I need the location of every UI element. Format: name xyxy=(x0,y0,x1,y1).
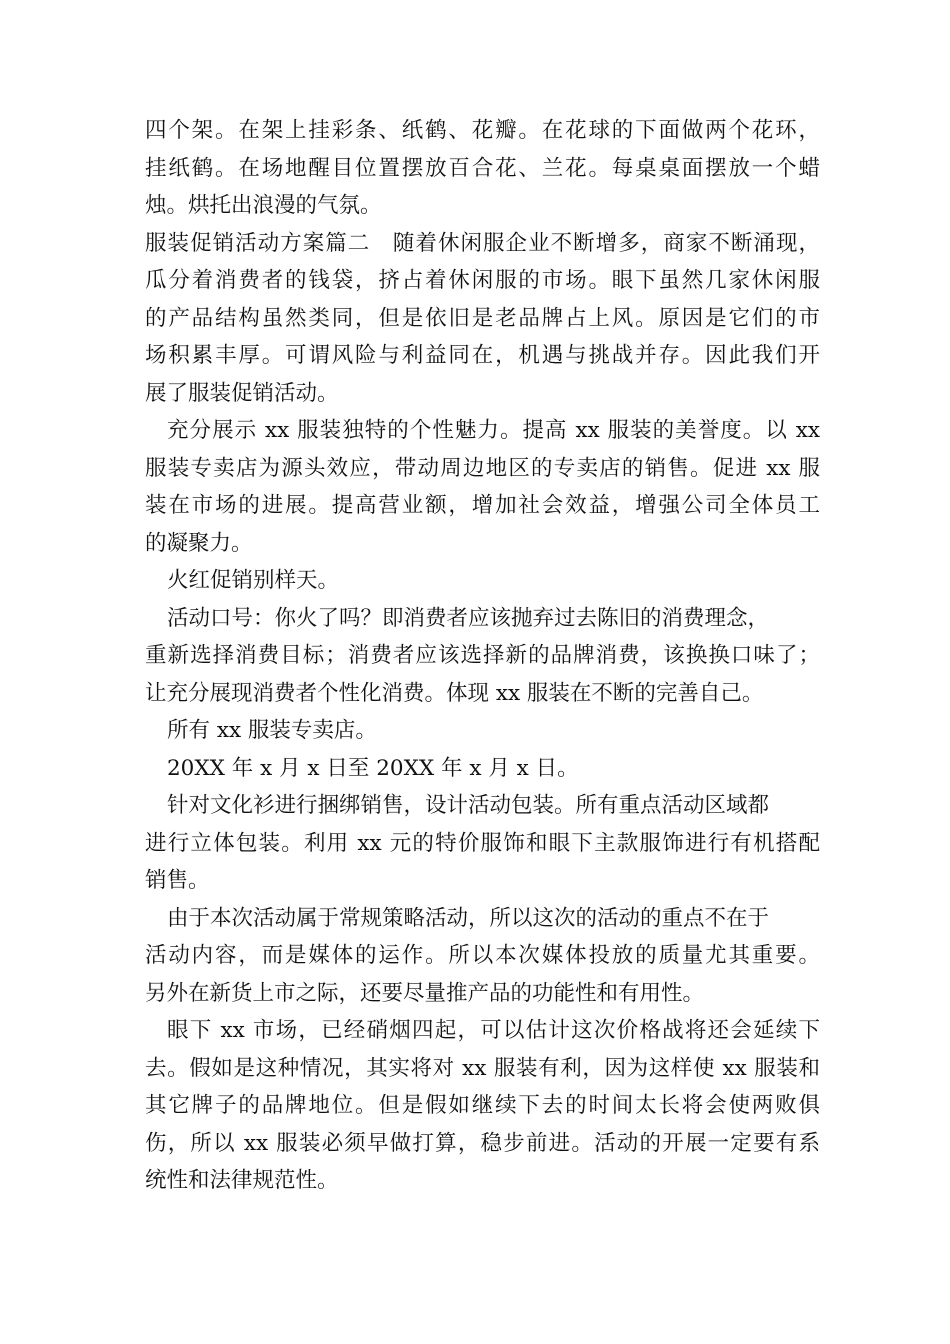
text-line: 让充分展现消费者个性化消费。体现 xx 服装在不断的完善自己。 xyxy=(145,680,764,706)
text-line: 去。假如是这种情况，其实将对 xx 服装有利，因为这样使 xx 服装和 xyxy=(145,1055,820,1081)
text-line: 重新选择消费目标；消费者应该选择新的品牌消费，该换换口味了； xyxy=(145,643,820,668)
text-line: 其它牌子的品牌地位。但是假如继续下去的时间太长将会使两败俱 xyxy=(145,1093,820,1118)
text-line: 20XX 年 x 月 x 日至 20XX 年 x 月 x 日。 xyxy=(167,755,579,781)
text-line: 进行立体包装。利用 xx 元的特价服饰和眼下主款服饰进行有机搭配 xyxy=(145,830,820,856)
text-line: 的产品结构虽然类同，但是依旧是老品牌占上风。原因是它们的市 xyxy=(145,305,820,331)
document-body xyxy=(145,112,820,1200)
text-line: 活动口号：你火了吗？即消费者应该抛弃过去陈旧的消费理念， xyxy=(167,605,770,631)
text-line: 四个架。在架上挂彩条、纸鹤、花瓣。在花球的下面做两个花环， xyxy=(145,118,820,143)
text-line: 销售。 xyxy=(145,868,210,893)
text-line: 由于本次活动属于常规策略活动，所以这次的活动的重点不在于 xyxy=(167,905,770,931)
text-line: 火红促销别样天。 xyxy=(167,568,340,593)
text-line: 的凝聚力。 xyxy=(145,530,253,556)
text-line: 展了服装促销活动。 xyxy=(145,380,339,406)
text-line: 统性和法律规范性。 xyxy=(145,1168,339,1193)
text-line: 活动内容，而是媒体的运作。所以本次媒体投放的质量尤其重要。 xyxy=(145,943,820,968)
text-line: 服装促销活动方案篇二 随着休闲服企业不断增多，商家不断涌现， xyxy=(145,230,820,256)
text-line: 所有 xx 服装专卖店。 xyxy=(167,718,377,743)
text-line: 场积累丰厚。可谓风险与利益同在，机遇与挑战并存。因此我们开 xyxy=(145,343,820,368)
text-line: 装在市场的进展。提高营业额，增加社会效益，增强公司全体员工 xyxy=(145,493,820,518)
text-line: 挂纸鹤。在场地醒目位置摆放百合花、兰花。每桌桌面摆放一个蜡 xyxy=(145,155,820,181)
text-line: 充分展示 xx 服装独特的个性魅力。提高 xx 服装的美誉度。以 xx xyxy=(167,418,820,443)
text-line: 针对文化衫进行捆绑销售，设计活动包装。所有重点活动区域都 xyxy=(167,793,770,818)
text-line: 眼下 xx 市场，已经硝烟四起，可以估计这次价格战将还会延续下 xyxy=(167,1018,820,1043)
text-line: 服装专卖店为源头效应，带动周边地区的专卖店的销售。促进 xx 服 xyxy=(145,455,820,481)
text-line: 另外在新货上市之际，还要尽量推产品的功能性和有用性。 xyxy=(145,980,705,1006)
text-line: 伤，所以 xx 服装必须早做打算，稳步前进。活动的开展一定要有系 xyxy=(145,1130,820,1156)
text-line: 烛。烘托出浪漫的气氛。 xyxy=(145,193,382,218)
text-line: 瓜分着消费者的钱袋，挤占着休闲服的市场。眼下虽然几家休闲服 xyxy=(145,268,820,293)
